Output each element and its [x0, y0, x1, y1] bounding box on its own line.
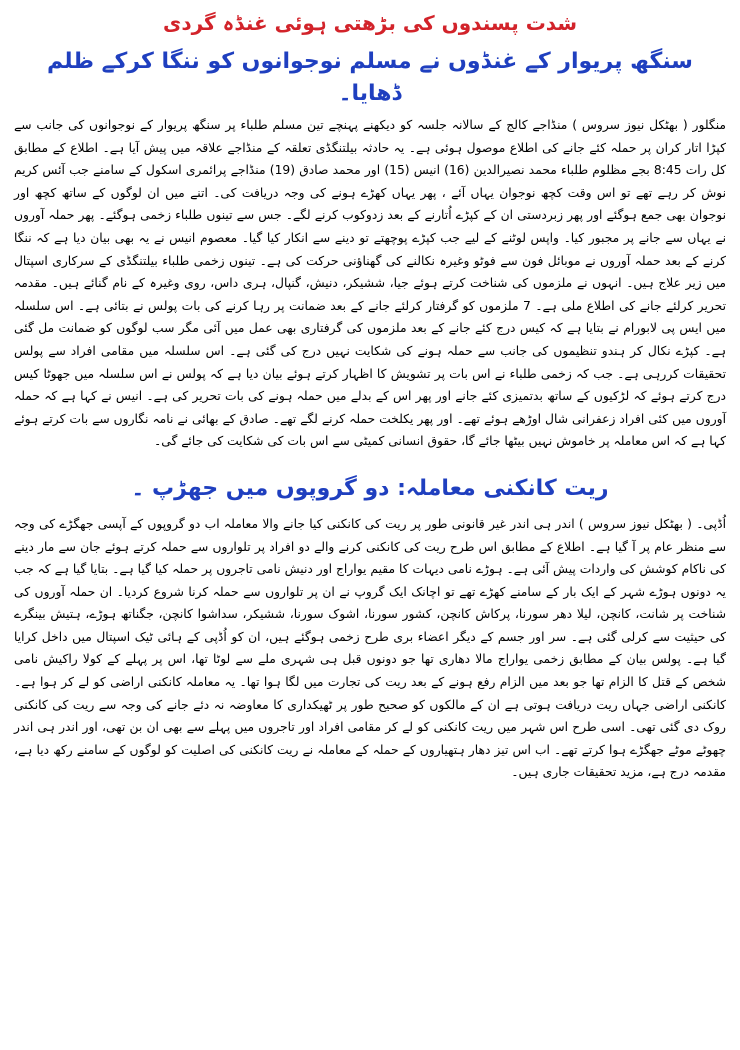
article-sangh-parivar — [14, 46, 726, 453]
article-body: منگلور ( بھٹکل نیوز سروس ) منڈاجے کالج کے سالانہ جلسہ کو دیکھنے پہنچے تین مسلم طلباء پر سنگھ پریوار کے نوجوانوں کی جانب سے کپڑا اتار کران پر حملہ کئے جانے کی اطلاع موصول ہوئی ہے۔ یہ حادثہ بیلتنگڈی تعلقہ کے منڈاجے علاقہ میں پیش آیا ہے۔ اطلاع کے مطابق کل رات 8:45 بجے مظلوم طلباء محمد نصیرالدین (16) انیس (15) اور محمد صادق (19) منڈاجے پرائمری اسکول کے سامنے جب آئس کریم نوش کر رہے تھے تو اس وقت کچھ نوجوان یہاں آئے ، پھر یہاں کھڑے ہونے کی وجہ دریافت کی۔ اتنے میں ان لوگوں کے ساتھ کچھ اور نوجوان بھی جمع ہوگئے اور پھر زبردستی ان کے کپڑے اُتارنے کے بعد زدوکوب کرنے لگے۔ جس سے تینوں طلباء زخمی ہوگئے۔ پھر حملہ آوروں نے یہاں سے جانے پر مجبور کیا۔ واپس لوٹنے کے لیے جب کپڑے پوچھتے تو دینے سے انکار کیا گیا۔ معصوم انیس نے یہ بھی بیان دیا ہے کہ ننگا کرنے کے بعد حملہ آوروں نے موبائل فون سے فوٹو وغیرہ نکالنے کی گھناؤنی حرکت کی ہے۔ تینوں زخمی طلباء بیلتنگڈی کے سرکاری اسپتال میں زیر علاج ہیں۔ انہوں نے ملزموں کی شناخت کرتے ہوئے جیا، ششیکر، دنیش، گنپال، ہری داس، روی وغیرہ کے نام گنائے ہیں۔ مقدمہ تحریر کرلئے جانے کی اطلاع ملی ہے۔ 7 ملزموں کو گرفتار کرلئے جانے کے بعد ضمانت پر رہا کرنے کی بات پولس نے بتائی ہے۔ اس سلسلہ میں ایس پی لابورام نے بتایا ہے کہ کیس درج کئے جانے کے بعد ملزموں کی گرفتاری بھی عمل میں آئی مگر سب لوگوں کو ضمانت مل گئی ہے۔ کپڑے نکال کر ہندو تنظیموں کی جانب سے حملہ ہونے کی شکایت نہیں درج کی گئی ہے۔ اس سلسلہ میں مقامی افراد سے پولس تحقیقات کررہی ہے۔ جب کہ زخمی طلباء نے اس بات پر تشویش کا اظہار کرتے ہوئے بیان دیا ہے کہ پولس نے اس سلسلہ میں جھوٹا کیس درج کرتے ہوئے کہ لڑکیوں کے ساتھ بدتمیزی کئے جانے اور پھر اس کے بدلے میں حملہ ہونے کی بات تحریر کی ہے۔ انیس نے کہا ہے کہ حملہ آوروں میں کئی افراد زعفرانی شال اوڑھے ہوئے تھے۔ اور پھر یکلخت حملہ کرنے لگے تھے۔ صادق کے بھائی نے نامہ نگاروں سے بات کرتے ہوئے کہا ہے کہ اس معاملہ پر خاموش نہیں بیٹھا جائے گا، حقوق انسانی کمیٹی سے اس بات کی شکایت کی جائے گی۔ — [14, 118, 727, 449]
article-headline: سنگھ پریوار کے غنڈوں نے مسلم نوجوانوں کو ننگا کرکے ظلم ڈھایا۔ — [47, 49, 693, 106]
page-masthead: شدت پسندوں کی بڑھتی ہوئی غنڈہ گردی — [162, 11, 578, 35]
article-body: اُڈپی۔ ( بھٹکل نیوز سروس ) اندر ہی اندر غیر قانونی طور پر ریت کی کانکنی کیا جانے والا معاملہ اب دو گروپوں کے آپسی جھگڑے کی وجہ سے منظر عام پر آ گیا ہے۔ اطلاع کے مطابق اس طرح ریت کی کانکنی کرنے والے دو افراد پر تلواروں سے حملہ کرتے ہوئے جان سے مار دینے کی ناکام کوشش کی واردات پیش آئی ہے۔ ہوڑے نامی دیہات کا مقیم یواراج اور دنیش نامی تاجروں پر حملہ کیا گیا ہے۔ بتایا گیا ہے کہ جب یہ دونوں ہوڑے شہر کے ایک بار کے سامنے کھڑے تھے تو اچانک ایک گروپ نے ان پر تلواروں سے حملہ کرنا شروع کردیا۔ ان حملہ آوروں کی شناخت پر شانت، کانچن، لیلا دھر سورنا، پرکاش کانچن، کشور سورنا، اشوک سورنا، ششیکر، سداشوا کانچن، جگناتھ ہوڑے، ہتیش بینگرے کی حیثیت سے کرلی گئی ہے۔ سر اور جسم کے دیگر اعضاء بری طرح زخمی ہوگئے ہیں، ان کو اُڈپی کے ہائی ٹیک اسپتال میں داخل کرایا گیا ہے۔ پولس بیان کے مطابق زخمی یواراج مالا دھاری تھا جو دونوں قبل ہی شہری ملے سے لوٹا تھا، اس پر پہلے کے کولا راکیش نامی شخص کے قتل کا الزام تھا جو بعد میں الزام رفع ہونے کے بعد ریت کی تجارت میں لگا ہوا تھا۔ یہ معاملہ کانکنی اراضی کو لے کر ہوا ہے۔ کانکنی اراضی جہاں ریت دریافت ہوتی ہے ان کے مالکوں کو صحیح طور پر ٹھیکداری کا معاوضہ نہ دئے جانے کی وجہ سے ریت کی کانکنی روک دی گئی تھی۔ اسی طرح اس شہر میں ریت کانکنی کو لے کر مقامی افراد اور تاجروں میں پہلے سے بھی ان بن تھی، اور اندر ہی اندر چھوٹے موٹے جھگڑے ہوا کرتے تھے۔ اب اس تیز دھار ہتھیاروں کے حملہ کے معاملہ نے ریت کانکنی کی اصلیت کو لوگوں کے سامنے رکھ دیا ہے، مقدمہ درج ہے، مزید تحقیقات جاری ہیں۔ — [14, 516, 726, 780]
article-sand-mining — [14, 473, 726, 784]
section-spacer — [14, 453, 726, 467]
article-headline: ریت کانکنی معاملہ: دو گروپوں میں جھڑپ ۔ — [131, 475, 609, 501]
